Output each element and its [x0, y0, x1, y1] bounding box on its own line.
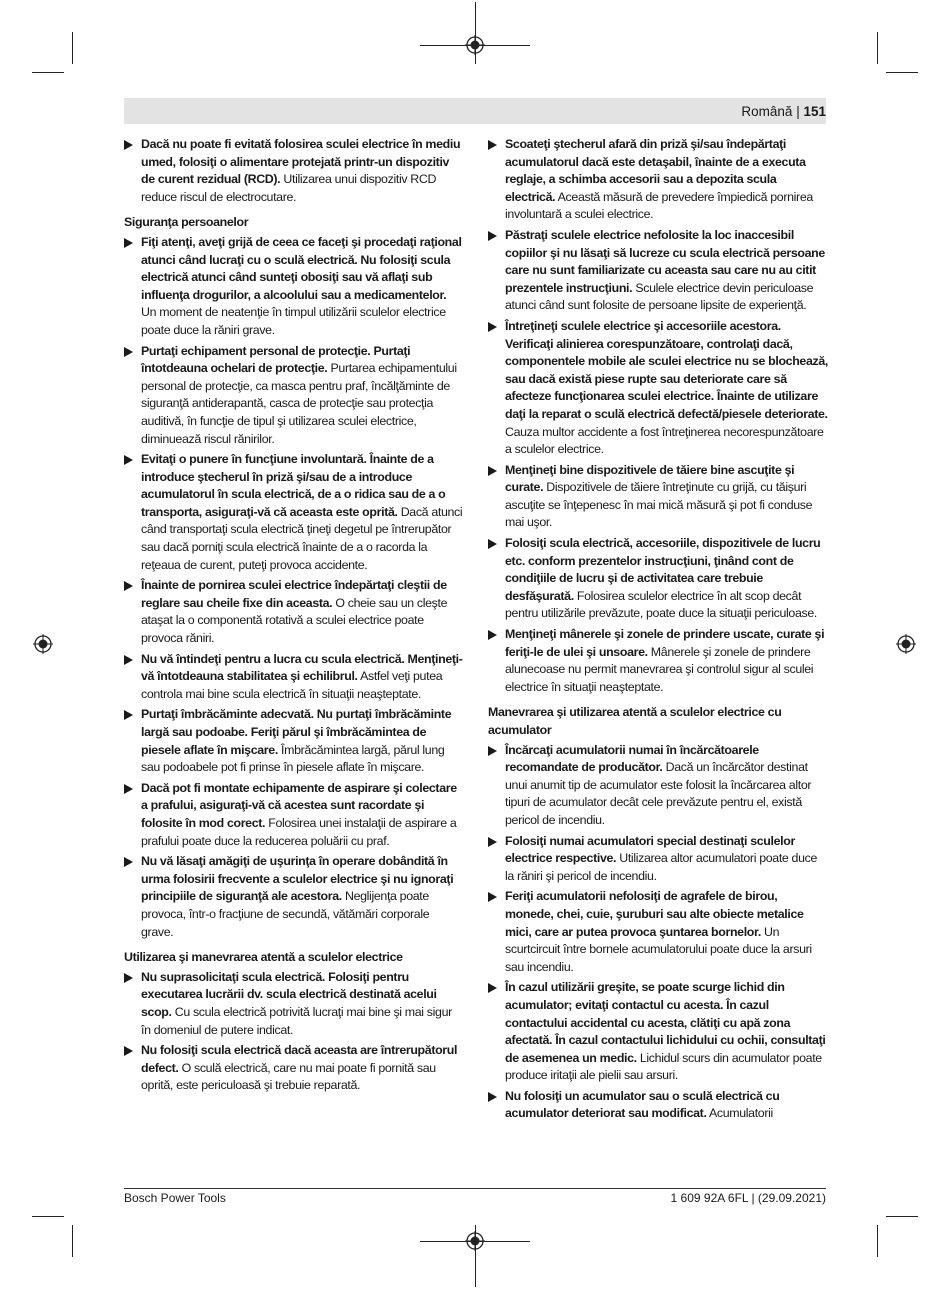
instruction-bold: Purtaţi îmbrăcăminte adecvată. Nu purtaţi îmbrăcăminte largă sau podoabe. Feriţi părul şi îmbrăcămintea de piesele aflate în mişcare.: [141, 707, 452, 757]
list-item: [124, 1042, 464, 1095]
list-item: [488, 742, 828, 830]
bullet-arrow-icon: [124, 784, 133, 794]
crop-mark: [886, 72, 918, 73]
list-item: [488, 888, 828, 976]
list-item: [124, 706, 464, 776]
footer-doc-id: 1 609 92A 6FL | (29.09.2021): [670, 1191, 826, 1205]
instruction-explanation: Lichidul scurs din acumulator poate produce iritaţii ale pielii sau arsuri.: [505, 1050, 822, 1083]
registration-mark-icon: [465, 1231, 485, 1251]
bullet-arrow-icon: [488, 630, 497, 640]
list-item: [124, 969, 464, 1039]
left-column: [124, 136, 464, 1098]
crop-mark: [877, 1225, 878, 1257]
instruction-explanation: Utilizarea altor acumulatori poate duce la răniri şi pericol de incendiu.: [505, 851, 818, 883]
instruction-bold: Nu vă lăsaţi amăgiţi de uşurinţa în operare dobândită în urma folosirii frecvente a sculelor electrice şi nu ignoraţi principiile de siguranţă ale acestora.: [141, 854, 454, 904]
bullet-arrow-icon: [488, 892, 497, 902]
instruction-bold: Purtaţi echipament personal de protecţie. Purtaţi întotdeauna ochelari de protecţie.: [141, 343, 411, 376]
crop-mark: [886, 1216, 918, 1217]
list-item: [488, 1088, 828, 1123]
instruction-explanation: O sculă electrică, care nu mai poate fi pornită sau oprită, este periculoasă şi trebuie reparată.: [141, 1060, 436, 1093]
instruction-bold: Nu folosiţi scula electrică dacă aceasta are întrerupătorul defect.: [141, 1043, 458, 1075]
list-item: [488, 626, 828, 696]
header-language: Română: [741, 104, 793, 119]
bullet-arrow-icon: [124, 581, 133, 591]
instruction-explanation: Purtarea echipamentului personal de protecţie, ca masca pentru praf, încălţăminte de siguranţă antiderapantă, casca de protecţie sau protecţia auditivă, în funcţie de tipul şi utilizarea sculei electrice, diminuează riscul rănirilor.: [141, 361, 457, 446]
registration-mark-icon: [896, 634, 916, 654]
instruction-explanation: Folosirea unei instalaţii de aspirare a prafului poate duce la reducerea poluării cu praf.: [141, 815, 457, 848]
instruction-explanation: Folosirea sculelor electrice în alt scop decât pentru utilizările prevăzute, poate duce la situaţii periculoase.: [505, 588, 817, 621]
section-heading: Siguranţa persoanelor: [124, 215, 249, 230]
list-item: [124, 451, 464, 574]
registration-mark-icon: [33, 634, 53, 654]
instruction-bold: Nu folosiţi un acumulator sau o sculă electrică cu acumulator deteriorat sau modificat.: [505, 1088, 780, 1121]
instruction-bold: Evitaţi o punere în funcţiune involuntară. Înainte de a introduce ştecherul în priză şi/sau de a introduce acumulatorul în scula electrică, de a o ridica sau de a o transporta, asiguraţi-vă că aceasta este oprită.: [141, 452, 446, 519]
instruction-bold: Dacă pot fi montate echipamente de aspirare şi colectare a prafului, asiguraţi-vă că acestea sunt racordate şi folosite în mod corect.: [141, 780, 457, 830]
instruction-explanation: Dacă un încărcător destinat unui anumit tip de acumulator este folosit la încărcarea altor tipuri de acumulator decât cele prevăzute pentru el, există pericol de incendiu.: [505, 760, 812, 827]
bullet-arrow-icon: [488, 837, 497, 847]
bullet-arrow-icon: [488, 746, 497, 756]
footer-brand: Bosch Power Tools: [124, 1191, 226, 1205]
bullet-arrow-icon: [124, 238, 133, 248]
list-item: [488, 227, 828, 315]
page-header: [741, 104, 826, 119]
list-item: [488, 136, 828, 224]
instruction-bold: Nu vă întindeţi pentru a lucra cu scula electrică. Menţineţi-vă întotdeauna stabilitatea şi echilibrul.: [141, 651, 463, 684]
section-heading: Manevrarea şi utilizarea atentă a sculelor electrice cu acumulator: [488, 705, 782, 737]
footer-rule: [124, 1188, 826, 1189]
list-item: [124, 234, 464, 340]
instruction-explanation: Cauza multor accidente a fost întreţinerea necorespunzătoare a sculelor electrice.: [505, 424, 824, 457]
instruction-bold: Scoateţi ştecherul afară din priză şi/sau îndepărtaţi acumulatorul dacă este detaşabil, înainte de a executa reglaje, a schimba accesorii sau a depozita scula electrică.: [505, 137, 806, 204]
header-bar: [124, 98, 826, 124]
instruction-explanation: Dacă atunci când transportaţi scula electrică ţineţi degetul pe întrerupător sau dacă porniţi scula electrică înainte de a o racorda la reţeaua de curent, puteţi provoca accidente.: [141, 504, 463, 572]
bullet-arrow-icon: [124, 1046, 133, 1056]
bullet-arrow-icon: [124, 140, 133, 150]
instruction-bold: Înainte de pornirea sculei electrice îndepărtaţi cleştii de reglare sau cheile fixe din aceasta.: [141, 578, 447, 610]
instruction-bold: Păstraţi sculele electrice nefolosite la loc inaccesibil copiilor şi nu lăsaţi să lucreze cu scula electrică persoane care nu sunt familiarizate cu aceasta sau care nu au citit prezentele instrucţiuni.: [505, 227, 825, 295]
instruction-bold: În cazul utilizării greşite, se poate scurge lichid din acumulator; evitaţi contactul cu acesta. În cazul contactului accidental cu acesta, clătiţi cu apă zona afectată. În cazul contactului lichidului cu ochii, consultaţi de asemenea un medic.: [505, 980, 826, 1065]
list-item: [124, 651, 464, 704]
instruction-explanation: Cu scula electrică potrivită lucraţi mai bine şi mai sigur în domeniul de putere indicat.: [141, 1004, 452, 1037]
instruction-bold: Nu suprasolicitaţi scula electrică. Folosiţi pentru executarea lucrării dv. scula electrică destinată acelui scop.: [141, 969, 437, 1019]
instruction-bold: Menţineţi bine dispozitivele de tăiere bine ascuţite şi curate.: [505, 462, 795, 495]
list-item: [124, 853, 464, 941]
crop-mark: [72, 1225, 73, 1257]
bullet-arrow-icon: [124, 973, 133, 983]
bullet-arrow-icon: [124, 655, 133, 665]
page-number: 151: [803, 104, 826, 119]
instruction-bold: Întreţineţi sculele electrice şi accesoriile acestora. Verificaţi alinierea corespunzătoare, controlaţi dacă, componentele mobile ale sculei electrice nu se blochează, sau dacă există piese rupte sau deteriorate care să afecteze funcţionarea sculei electrice. Înainte de utilizare daţi la reparat o sculă electrică defectă/piesele deteriorate.: [505, 318, 828, 421]
instruction-explanation: Sculele electrice devin periculoase atunci când sunt folosite de persoane lipsite de experienţă.: [505, 280, 814, 313]
list-item: [488, 833, 828, 886]
list-item: [488, 979, 828, 1085]
instruction-explanation: Neglijenţa poate provoca, într-o fracţiune de secundă, vătămări corporale grave.: [141, 889, 430, 939]
bullet-arrow-icon: [124, 347, 133, 357]
instruction-bold: Menţineţi mânerele şi zonele de prindere uscate, curate şi feriţi-le de ulei şi unsoare.: [505, 627, 825, 659]
list-item: [488, 318, 828, 459]
instruction-bold: Folosiţi numai acumulatori special destinaţi sculelor electrice respective.: [505, 833, 795, 866]
instruction-bold: Feriţi acumulatorii nefolosiţi de agrafele de birou, monede, chei, cuie, şuruburi sau alte obiecte metalice mici, care ar putea provoca şuntarea bornelor.: [505, 889, 804, 939]
instruction-explanation: Această măsură de prevedere împiedică pornirea involuntară a sculei electrice.: [505, 189, 813, 222]
crop-mark: [32, 1216, 64, 1217]
list-item: [124, 780, 464, 850]
instruction-bold: Dacă nu poate fi evitată folosirea sculei electrice în mediu umed, folosiţi o alimentare protejată printr-un dispozitiv de curent rezidual (RCD).: [141, 137, 461, 187]
list-item: [124, 136, 464, 206]
instruction-explanation: O cheie sau un cleşte ataşat la o componentă rotativă a sculei electrice poate provoca răniri.: [141, 595, 448, 646]
bullet-arrow-icon: [488, 466, 497, 476]
bullet-arrow-icon: [488, 231, 497, 241]
right-column: [488, 136, 828, 1126]
bullet-arrow-icon: [488, 140, 497, 150]
section-heading: Utilizarea şi manevrarea atentă a sculelor electrice: [124, 950, 403, 965]
instruction-explanation: Un scurtcircuit între bornele acumulatorului poate duce la arsuri sau incendiu.: [505, 924, 812, 974]
registration-mark-icon: [465, 35, 485, 55]
header-separator: |: [796, 104, 800, 119]
instruction-explanation: Mânerele şi zonele de prindere alunecoase nu permit manevrarea şi controlul sigur al sculei electrice în situaţii neaşteptate.: [505, 644, 814, 694]
bullet-arrow-icon: [488, 322, 497, 332]
instruction-explanation: Dispozitivele de tăiere întreţinute cu grijă, cu tăişuri ascuţite se înţepenesc în mai mică măsură şi pot fi conduse mai uşor.: [505, 480, 813, 530]
crop-mark: [32, 72, 64, 73]
crop-mark: [72, 32, 73, 64]
instruction-bold: Fiţi atenţi, aveţi grijă de ceea ce faceţi şi procedaţi raţional atunci când lucraţi cu o sculă electrică. Nu folosiţi scula electrică atunci când sunteţi obosiţi sau vă aflaţi sub influenţa drogurilor, a alcoolului sau a medicamentelor.: [141, 234, 462, 302]
list-item: [124, 577, 464, 647]
instruction-explanation: Un moment de neatenţie în timpul utilizării sculelor electrice poate duce la răniri grave.: [141, 305, 446, 337]
instruction-explanation: Astfel veţi putea controla mai bine scula electrică în situaţii neaşteptate.: [141, 669, 443, 701]
bullet-arrow-icon: [124, 710, 133, 720]
instruction-explanation: Utilizarea unui dispozitiv RCD reduce riscul de electrocutare.: [141, 172, 437, 204]
instruction-explanation: Acumulatorii: [706, 1106, 773, 1121]
list-item: [488, 462, 828, 532]
bullet-arrow-icon: [488, 1092, 497, 1102]
instruction-explanation: Îmbrăcămintea largă, părul lung sau podoabele pot fi prinse în piesele aflate în mişcare.: [141, 742, 445, 775]
bullet-arrow-icon: [124, 857, 133, 867]
bullet-arrow-icon: [124, 455, 133, 465]
list-item: [124, 343, 464, 449]
instruction-bold: Folosiţi scula electrică, accesoriile, dispozitivele de lucru etc. conform prezentelor instrucţiuni, ţinând cont de condiţiile de lucru şi de activitatea care trebuie desfăşurată.: [505, 536, 821, 603]
list-item: [488, 535, 828, 623]
bullet-arrow-icon: [488, 983, 497, 993]
instruction-bold: Încărcaţi acumulatorii numai în încărcătoarele recomandate de producător.: [505, 742, 759, 775]
crop-mark: [877, 32, 878, 64]
bullet-arrow-icon: [488, 539, 497, 549]
